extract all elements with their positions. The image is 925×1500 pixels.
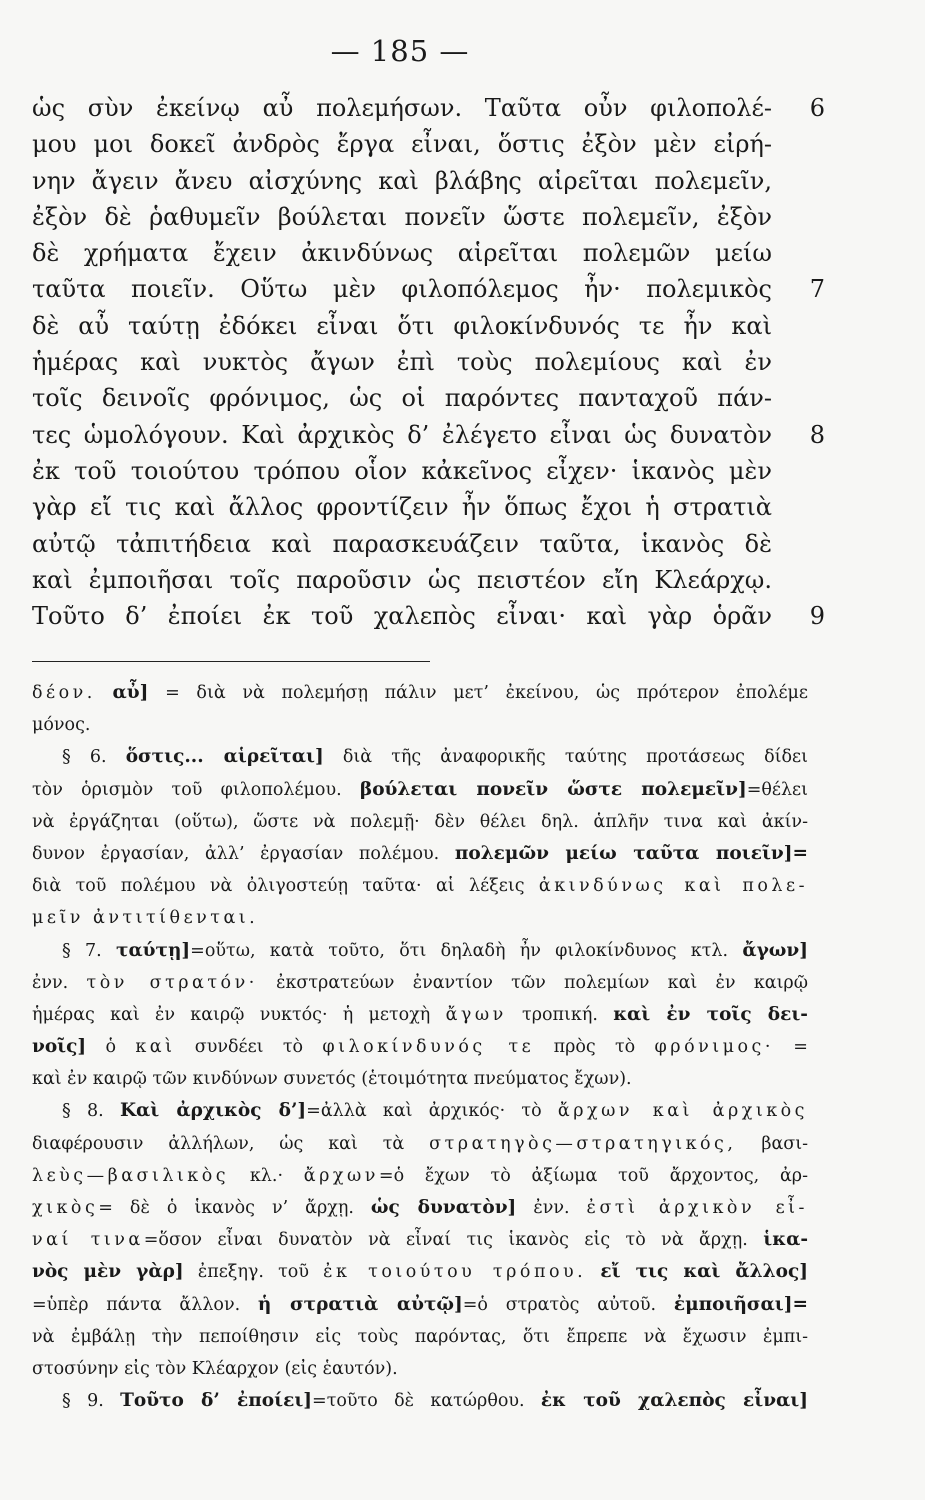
note-line: § 6. ὅστις... αἱρεῖται] διὰ τῆς ἀναφορικῆς ταύτης προτάσεως δίδει xyxy=(62,746,808,768)
note-line: νὸς μὲν γὰρ] ἐπεξηγ. τοῦ ἐκ τοιούτου τρόπου. εἴ τις καὶ ἄλλος] xyxy=(32,1261,808,1283)
text-line: αὐτῷ τἀπιτήδεια καὶ παρασκευάζειν ταῦτα, ἱκανὸς δὲ xyxy=(32,529,772,558)
text-line: μου μοι δοκεῖ ἀνδρὸς ἔργα εἶναι, ὅστις ἐξὸν μὲν εἰρή- xyxy=(32,130,772,159)
note-line: § 9. Τοῦτο δ’ ἐποίει]=τοῦτο δὲ κατώρθου. ἐκ τοῦ χαλεπὸς εἶναι] xyxy=(62,1390,808,1412)
note-line: στοσύνην εἰς τὸν Κλέαρχον (εἰς ἑαυτόν). xyxy=(32,1358,398,1379)
note-line: λεὺς—βασιλικὸς κλ.· ἄρχων=ὁ ἔχων τὸ ἀξίωμα τοῦ ἄρχοντος, ἀρ- xyxy=(32,1165,808,1186)
text-line: ταῦτα ποιεῖν. Οὕτω μὲν φιλοπόλεμος ἦν· πολεμικὸς 7 xyxy=(32,271,772,307)
section-number: 9 xyxy=(809,602,825,631)
note-line: § 7. ταύτῃ]=οὕτω, κατὰ τοῦτο, ὅτι δηλαδὴ ἦν φιλοκίνδυνος κτλ. ἄγων] xyxy=(62,939,808,961)
note-line: νοῖς] ὁ καὶ συνδέει τὸ φιλοκίνδυνός τε πρὸς τὸ φρόνιμος· = xyxy=(32,1036,808,1058)
note-line: § 8. Καὶ ἀρχικὸς δ’]=ἀλλὰ καὶ ἀρχικός· τὸ ἄρχων καὶ ἀρχικὸς xyxy=(62,1100,808,1122)
text-line: γὰρ εἴ τις καὶ ἄλλος φροντίζειν ἦν ὅπως ἔχοι ἡ στρατιὰ xyxy=(32,493,772,522)
section-number: 8 xyxy=(809,420,825,449)
text-line: καὶ ἐμποιῆσαι τοῖς παροῦσιν ὡς πειστέον εἴη Κλεάρχῳ. xyxy=(32,565,772,594)
text-line: δὲ χρήματα ἔχειν ἀκινδύνως αἱρεῖται πολεμῶν μείω xyxy=(32,239,772,268)
text-line: ἐξὸν δὲ ῥαθυμεῖν βούλεται πονεῖν ὥστε πολεμεῖν, ἐξὸν xyxy=(32,202,772,231)
page-number: — 185 — xyxy=(330,34,470,68)
text-line: ἐκ τοῦ τοιούτου τρόπου οἷον κἀκεῖνος εἶχεν· ἱκανὸς μὲν xyxy=(32,456,772,485)
text-line: τοῖς δεινοῖς φρόνιμος, ὡς οἱ παρόντες πανταχοῦ πάν- xyxy=(32,384,772,413)
commentary-notes xyxy=(32,677,808,1417)
section-number: 6 xyxy=(809,94,825,122)
text-line: νην ἄγειν ἄνευ αἰσχύνης καὶ βλάβης αἱρεῖται πολεμεῖν, xyxy=(32,166,772,195)
note-line: δυνον ἐργασίαν, ἀλλ’ ἐργασίαν πολέμου. πολεμῶν μείω ταῦτα ποιεῖν]= xyxy=(32,842,808,864)
note-line: ἐνν. τὸν στρατόν· ἐκστρατεύων ἐναντίον τῶν πολεμίων καὶ ἐν καιρῷ xyxy=(32,972,808,993)
note-line: διαφέρουσιν ἀλλήλων, ὡς καὶ τὰ στρατηγὸς—στρατηγικός, βασι- xyxy=(32,1133,808,1154)
text-line: Τοῦτο δ’ ἐποίει ἐκ τοῦ χαλεπὸς εἶναι· καὶ γὰρ ὁρᾶν 9 xyxy=(32,598,772,634)
note-line: μεῖν ἀντιτίθενται. xyxy=(32,908,259,929)
text-line: ἡμέρας καὶ νυκτὸς ἄγων ἐπὶ τοὺς πολεμίους καὶ ἐν xyxy=(32,348,772,377)
text-line: δὲ αὖ ταύτῃ ἐδόκει εἶναι ὅτι φιλοκίνδυνός τε ἦν καὶ xyxy=(32,311,772,340)
note-line: τὸν ὁρισμὸν τοῦ φιλοπολέμου. βούλεται πονεῖν ὥστε πολεμεῖν]=θέλει xyxy=(32,778,808,800)
note-line: ἡμέρας καὶ ἐν καιρῷ νυκτός· ἡ μετοχὴ ἄγων τροπική. καὶ ἐν τοῖς δει- xyxy=(32,1003,808,1025)
note-line: νὰ ἐργάζηται (οὕτω), ὥστε νὰ πολεμῇ· δὲν θέλει δηλ. ἁπλῆν τινα καὶ ἀκίν- xyxy=(32,811,808,832)
note-line: νὰ ἐμβάλῃ τὴν πεποίθησιν εἰς τοὺς παρόντας, ὅτι ἔπρεπε νὰ ἔχωσιν ἐμπι- xyxy=(32,1326,808,1347)
main-text xyxy=(32,90,825,634)
footnote-divider xyxy=(32,661,430,662)
note-line: καὶ ἐν καιρῷ τῶν κινδύνων συνετός (ἑτοιμότητα πνεύματος ἔχων). xyxy=(32,1069,632,1090)
text-line: τες ὡμολόγουν. Καὶ ἀρχικὸς δ’ ἐλέγετο εἶναι ὡς δυνατὸν 8 xyxy=(32,417,772,453)
section-number: 7 xyxy=(809,275,825,304)
note-line: δέον. αὖ] = διὰ νὰ πολεμήσῃ πάλιν μετ’ ἐκείνου, ὡς πρότερον ἐπολέμε xyxy=(32,682,808,703)
note-line: ναί τινα=ὅσον εἶναι δυνατὸν νὰ εἶναί τις ἱκανὸς εἰς τὸ νὰ ἄρχῃ. ἱκα- xyxy=(32,1229,808,1251)
note-line: χικὸς= δὲ ὁ ἱκανὸς ν’ ἄρχῃ. ὡς δυνατὸν] ἐνν. ἐστὶ ἀρχικὸν εἶ- xyxy=(32,1197,808,1218)
note-line: =ὑπὲρ πάντα ἄλλον. ἡ στρατιὰ αὐτῷ]=ὁ στρατὸς αὐτοῦ. ἐμποιῆσαι]= xyxy=(32,1293,808,1315)
text-line: ὡς σὺν ἐκείνῳ αὖ πολεμήσων. Ταῦτα οὖν φιλοπολέ- 6 xyxy=(32,90,772,126)
note-line: διὰ τοῦ πολέμου νὰ ὀλιγοστεύῃ ταῦτα· αἱ λέξεις ἀκινδύνως καὶ πολε- xyxy=(32,876,808,897)
note-line: μόνος. xyxy=(32,715,91,736)
